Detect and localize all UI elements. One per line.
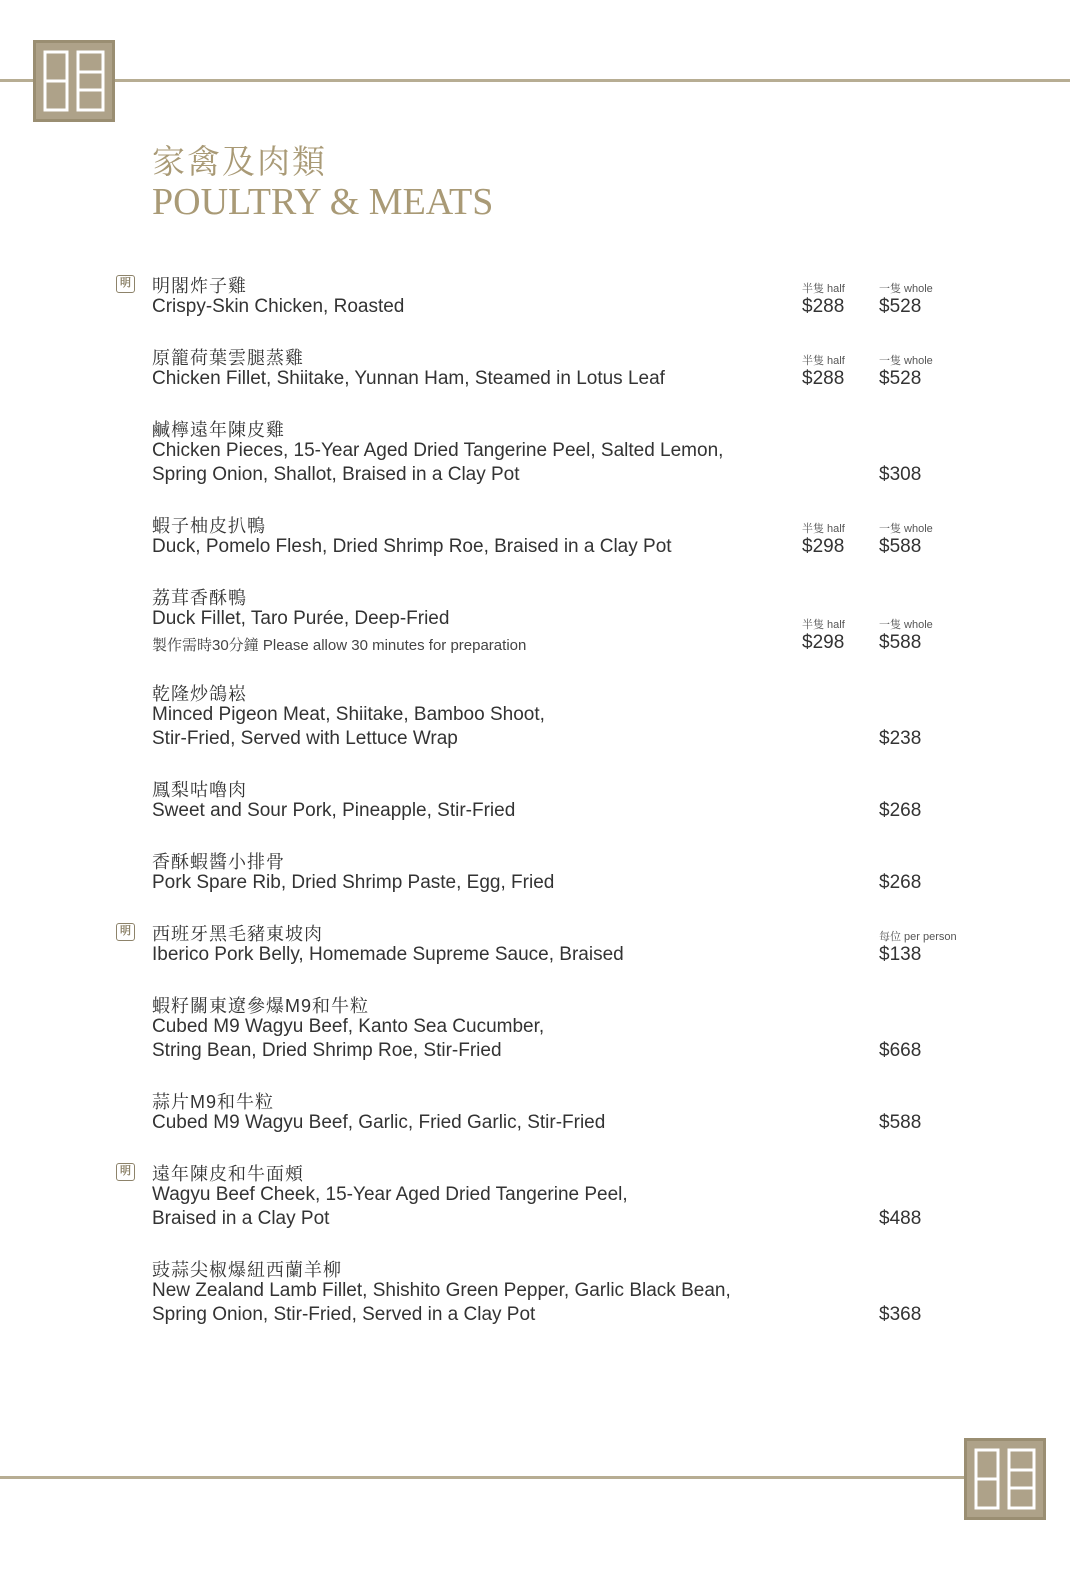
price-label: 半隻 half xyxy=(802,523,845,535)
price-value: $298 xyxy=(802,536,845,557)
dish-name-zh: 西班牙黑毛豬東坡肉 xyxy=(152,924,323,944)
price-label: 半隻 half xyxy=(802,355,845,367)
dish-name-zh: 香酥蝦醬小排骨 xyxy=(152,852,285,872)
dish-name-zh: 蝦籽關東遼參爆M9和牛粒 xyxy=(152,996,370,1016)
dish-name-en: Minced Pigeon Meat, Shiitake, Bamboo Shoot, xyxy=(152,704,545,725)
price-value: $138 xyxy=(879,944,922,965)
price-label: 半隻 half xyxy=(802,619,845,631)
price-label: 每位 per person xyxy=(879,931,957,943)
price-value: $588 xyxy=(879,1112,922,1133)
price-label: 一隻 whole xyxy=(879,523,933,535)
dish-name-zh: 蝦子柚皮扒鴨 xyxy=(152,516,266,536)
dish-name-zh: 鳳梨咕嚕肉 xyxy=(152,780,247,800)
dish-name-en: New Zealand Lamb Fillet, Shishito Green Pepper, Garlic Black Bean, xyxy=(152,1280,731,1301)
dish-name-en: Sweet and Sour Pork, Pineapple, Stir-Fried xyxy=(152,800,516,821)
dish-name-en: Cubed M9 Wagyu Beef, Kanto Sea Cucumber, xyxy=(152,1016,545,1037)
price-label: 半隻 half xyxy=(802,283,845,295)
dish-name-en: Duck Fillet, Taro Purée, Deep-Fried xyxy=(152,608,450,629)
dish-name-zh: 明閣炸子雞 xyxy=(152,276,247,296)
ming-logo-icon xyxy=(33,40,115,122)
dish-name-zh: 豉蒜尖椒爆紐西蘭羊柳 xyxy=(152,1260,342,1280)
bottom-divider xyxy=(0,1476,970,1479)
signature-badge-icon: 明 xyxy=(116,275,135,293)
price-value: $288 xyxy=(802,368,845,389)
signature-badge-icon: 明 xyxy=(116,1163,135,1181)
price-value: $588 xyxy=(879,536,922,557)
dish-name-en: Chicken Pieces, 15-Year Aged Dried Tangerine Peel, Salted Lemon, xyxy=(152,440,724,461)
dish-name-en: Cubed M9 Wagyu Beef, Garlic, Fried Garlic, Stir-Fried xyxy=(152,1112,606,1133)
ming-logo-icon xyxy=(964,1438,1046,1520)
price-value: $368 xyxy=(879,1304,922,1325)
price-value: $668 xyxy=(879,1040,922,1061)
dish-name-en: Pork Spare Rib, Dried Shrimp Paste, Egg, Fried xyxy=(152,872,555,893)
section-title-en: POULTRY & MEATS xyxy=(152,181,494,223)
dish-name-zh: 原籠荷葉雲腿蒸雞 xyxy=(152,348,304,368)
price-value: $528 xyxy=(879,368,922,389)
dish-name-en: Chicken Fillet, Shiitake, Yunnan Ham, Steamed in Lotus Leaf xyxy=(152,368,665,389)
price-value: $288 xyxy=(802,296,845,317)
price-label: 一隻 whole xyxy=(879,619,933,631)
section-title-zh: 家禽及肉類 xyxy=(152,142,327,181)
price-label: 一隻 whole xyxy=(879,355,933,367)
top-divider xyxy=(0,79,1070,82)
dish-name-en: String Bean, Dried Shrimp Roe, Stir-Fried xyxy=(152,1040,502,1061)
price-value: $588 xyxy=(879,632,922,653)
dish-name-en: Iberico Pork Belly, Homemade Supreme Sauce, Braised xyxy=(152,944,624,965)
price-value: $268 xyxy=(879,800,922,821)
price-value: $238 xyxy=(879,728,922,749)
dish-name-zh: 蒜片M9和牛粒 xyxy=(152,1092,275,1112)
dish-name-en: Duck, Pomelo Flesh, Dried Shrimp Roe, Braised in a Clay Pot xyxy=(152,536,672,557)
dish-name-en: Spring Onion, Stir-Fried, Served in a Clay Pot xyxy=(152,1304,536,1325)
price-value: $308 xyxy=(879,464,922,485)
dish-name-en: Spring Onion, Shallot, Braised in a Clay Pot xyxy=(152,464,520,485)
price-label: 一隻 whole xyxy=(879,283,933,295)
dish-name-en: Stir-Fried, Served with Lettuce Wrap xyxy=(152,728,458,749)
dish-name-en: Crispy-Skin Chicken, Roasted xyxy=(152,296,405,317)
dish-name-en: Braised in a Clay Pot xyxy=(152,1208,330,1229)
dish-name-en: Wagyu Beef Cheek, 15-Year Aged Dried Tangerine Peel, xyxy=(152,1184,628,1205)
dish-name-zh: 遠年陳皮和牛面頰 xyxy=(152,1164,304,1184)
dish-name-zh: 乾隆炒鴿崧 xyxy=(152,684,247,704)
dish-name-zh: 荔茸香酥鴨 xyxy=(152,588,247,608)
price-value: $268 xyxy=(879,872,922,893)
dish-note: 製作需時30分鐘 Please allow 30 minutes for preparation xyxy=(152,637,527,654)
price-value: $528 xyxy=(879,296,922,317)
price-value: $298 xyxy=(802,632,845,653)
dish-name-zh: 鹹檸遠年陳皮雞 xyxy=(152,420,285,440)
signature-badge-icon: 明 xyxy=(116,923,135,941)
price-value: $488 xyxy=(879,1208,922,1229)
